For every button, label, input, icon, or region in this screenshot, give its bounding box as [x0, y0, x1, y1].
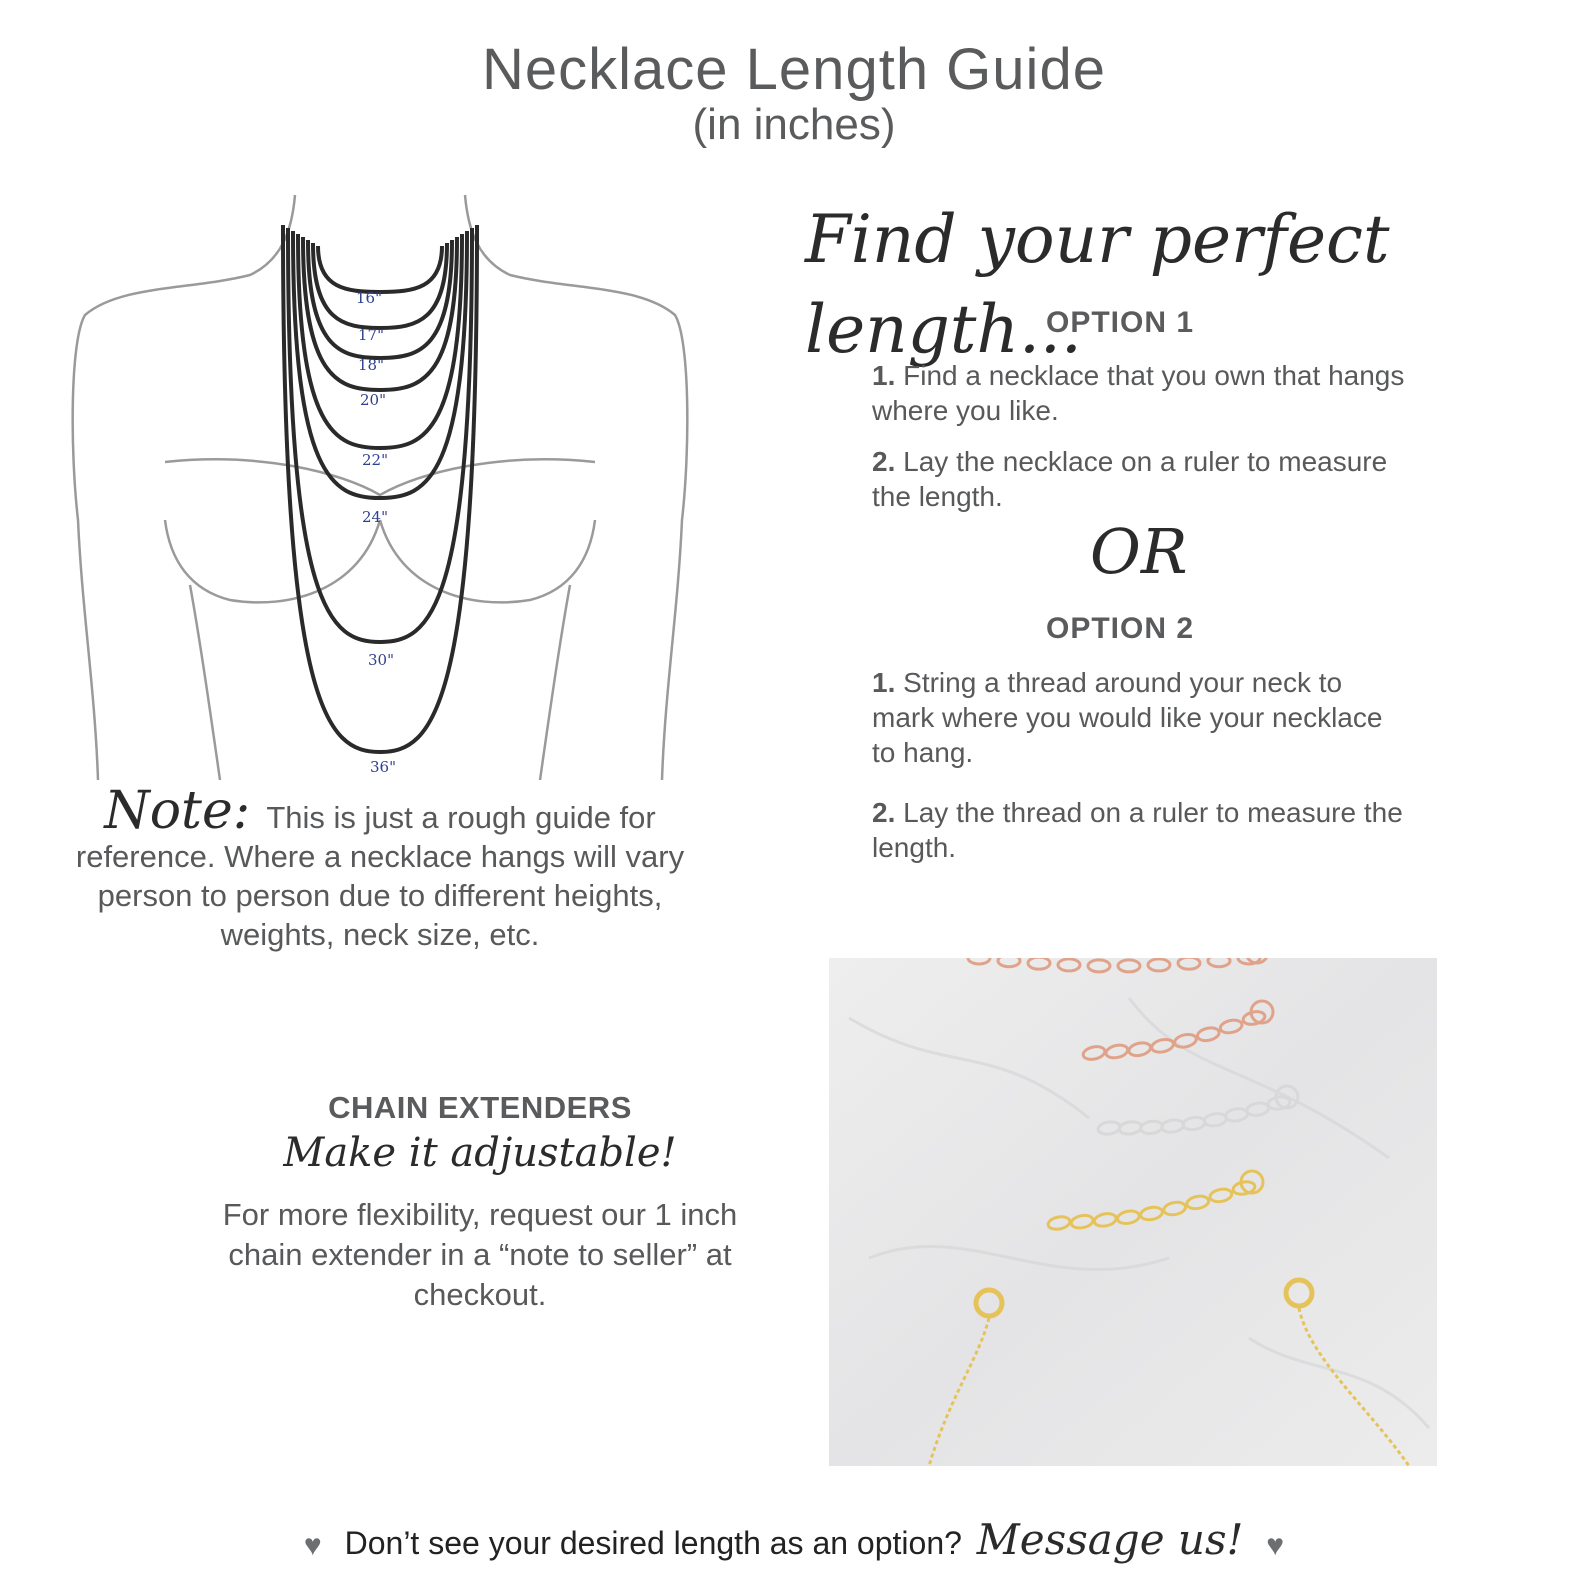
step-number: 2.: [872, 797, 896, 828]
length-label-18: 18": [358, 356, 384, 374]
make-adjustable-script: Make it adjustable!: [283, 1130, 677, 1176]
step-text: Find a necklace that you own that hangs where you like.: [872, 360, 1405, 426]
footer-text: Don’t see your desired length as an option?: [344, 1525, 962, 1561]
find-length-script-heading: Find your perfect length...: [805, 201, 1390, 368]
chain-extenders-body: For more flexibility, request our 1 inch chain extender in a “note to seller” at checkout.: [222, 1197, 738, 1312]
length-label-17: 17": [358, 326, 384, 344]
length-label-30: 30": [368, 651, 394, 669]
note-script-label: Note:: [104, 781, 251, 841]
or-script: OR: [1090, 515, 1188, 588]
note-block: [50, 781, 710, 954]
step-number: 1.: [872, 360, 896, 391]
option-2-heading: OPTION 2: [1045, 612, 1195, 645]
option-2-step-1: [872, 665, 1412, 770]
note-text: This is just a rough guide for reference. Where a necklace hangs will vary person to person due to different heights, weights, neck size, etc.: [75, 800, 685, 952]
step-text: Lay the thread on a ruler to measure the length.: [872, 797, 1403, 863]
step-number: 1.: [872, 667, 896, 698]
page-subtitle: (in inches): [692, 100, 896, 149]
chain-extenders-photo: [829, 958, 1437, 1466]
message-us-link[interactable]: Message us!: [976, 1515, 1244, 1564]
length-label-16: 16": [356, 289, 382, 307]
option-2-step-2: [872, 795, 1432, 865]
heart-icon: ♥: [1266, 1528, 1285, 1562]
option-1-step-2: [872, 444, 1432, 514]
option-1-heading: OPTION 1: [1045, 306, 1195, 339]
step-text: Lay the necklace on a ruler to measure the length.: [872, 446, 1388, 512]
step-text: String a thread around your neck to mark where you would like your necklace to hang.: [872, 667, 1383, 768]
chain-extenders-heading: CHAIN EXTENDERS: [328, 1090, 632, 1125]
heart-icon: ♥: [303, 1528, 322, 1562]
page-title: Necklace Length Guide: [482, 37, 1106, 102]
option-1-step-1: [872, 358, 1432, 428]
body-outline: [73, 195, 688, 780]
length-label-36: 36": [370, 758, 396, 776]
length-label-24: 24": [362, 508, 388, 526]
necklace-curve-17: [313, 243, 447, 328]
length-label-20: 20": [360, 391, 386, 409]
step-number: 2.: [872, 446, 896, 477]
necklace-curve-16: [318, 246, 442, 292]
footer-message: [0, 1510, 1588, 1570]
length-label-22: 22": [362, 451, 388, 469]
necklace-length-illustration: [60, 190, 700, 790]
